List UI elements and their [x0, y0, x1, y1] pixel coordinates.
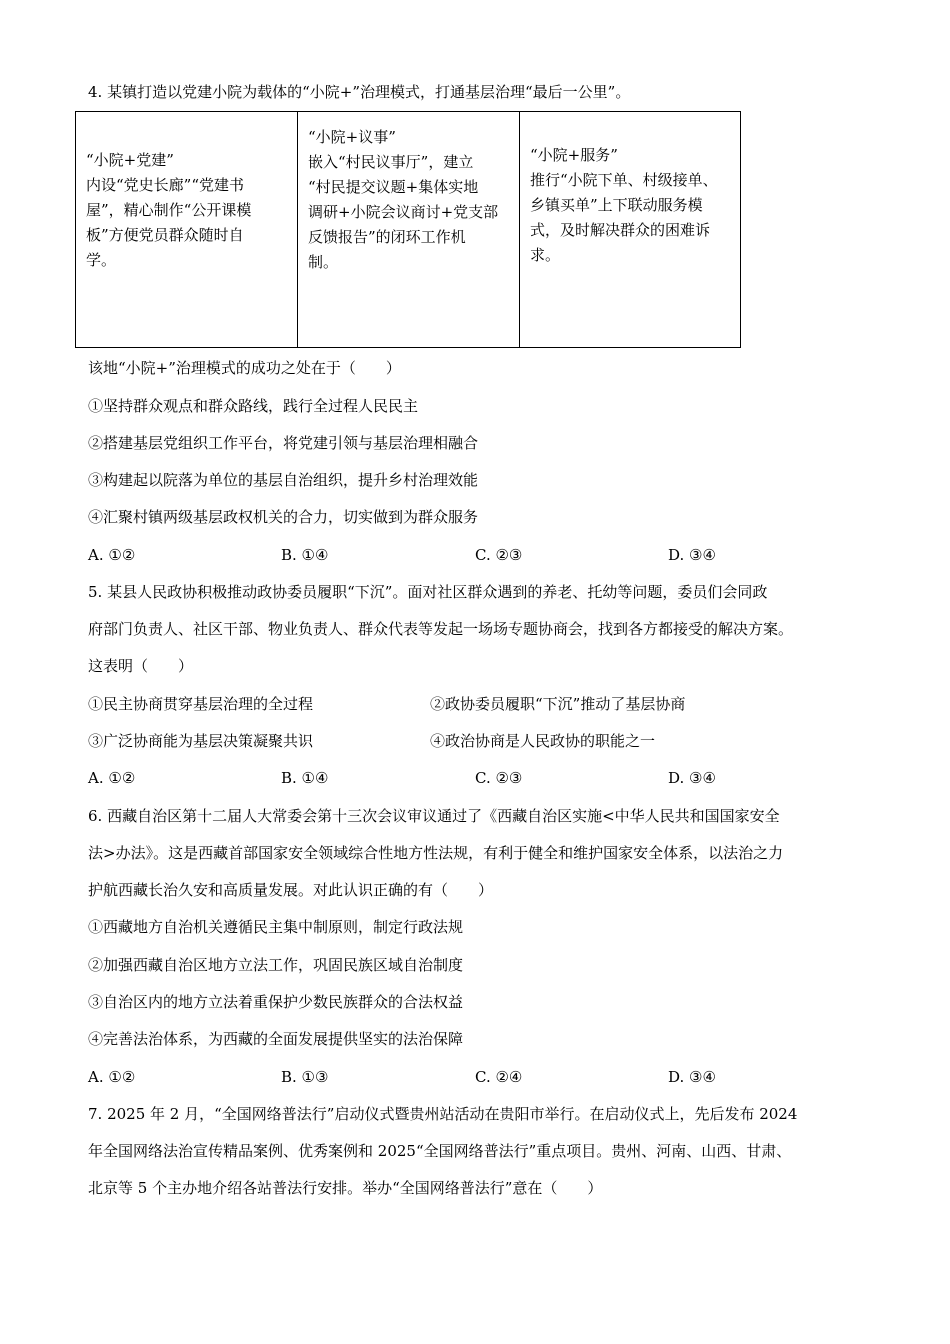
cell-text: 调研+小院会议商讨+党支部: [308, 203, 499, 221]
q6-stem-line-3: 护航西藏长治久安和高质量发展。对此认识正确的有（ ）: [88, 881, 494, 899]
q5-item-4: ④政治协商是人民政协的职能之一: [430, 732, 656, 750]
q6-item-4: ④完善法治体系，为西藏的全面发展提供坚实的法治保障: [88, 1030, 464, 1048]
cell-text: 求。: [530, 246, 561, 264]
q6-item-3: ③自治区内的地方立法着重保护少数民族群众的合法权益: [88, 993, 464, 1011]
q5-option-c[interactable]: C. ②③: [475, 769, 523, 787]
q4-item-2: ②搭建基层党组织工作平台，将党建引领与基层治理相融合: [88, 434, 479, 452]
q5-stem-line-1: 5. 某县人民政协积极推动政协委员履职“下沉”。面对社区群众遇到的养老、托幼等问题，委员们会同政: [88, 583, 768, 601]
q6-item-1: ①西藏地方自治机关遵循民主集中制原则，制定行政法规: [88, 918, 464, 936]
q6-option-c[interactable]: C. ②④: [475, 1068, 523, 1086]
q5-stem-line-2: 府部门负责人、社区干部、物业负责人、群众代表等发起一场场专题协商会，找到各方都接受的解决方案。: [88, 620, 794, 638]
q4-option-b[interactable]: B. ①④: [281, 546, 329, 564]
q7-stem-line-3: 北京等 5 个主办地介绍各站普法行安排。举办“全国网络普法行”意在（ ）: [88, 1179, 603, 1197]
cell-text: 板”方便党员群众随时自: [86, 226, 244, 244]
cell-text: 推行“小院下单、村级接单、: [530, 171, 718, 189]
cell-text: “村民提交议题+集体实地: [308, 178, 479, 196]
q4-question: 该地“小院+”治理模式的成功之处在于（ ）: [88, 359, 401, 377]
cell-title: “小院+议事”: [308, 128, 396, 146]
q5-stem-line-3: 这表明（ ）: [88, 657, 194, 675]
q4-item-1: ①坚持群众观点和群众路线，践行全过程人民民主: [88, 397, 419, 415]
cell-text: 乡镇买单”上下联动服务模: [530, 196, 703, 214]
q5-option-b[interactable]: B. ①④: [281, 769, 329, 787]
cell-text: 制。: [308, 253, 339, 271]
q6-option-b[interactable]: B. ①③: [281, 1068, 329, 1086]
q5-item-1: ①民主协商贯穿基层治理的全过程: [88, 695, 314, 713]
cell-title: “小院+党建”: [86, 151, 174, 169]
cell-text: 式，及时解决群众的困难诉: [530, 221, 711, 239]
q6-item-2: ②加强西藏自治区地方立法工作，巩固民族区域自治制度: [88, 956, 464, 974]
q6-option-d[interactable]: D. ③④: [668, 1068, 716, 1086]
q4-stem: 4. 某镇打造以党建小院为载体的“小院+”治理模式，打通基层治理“最后一公里”。: [88, 83, 631, 101]
q7-stem-line-1: 7. 2025 年 2 月，“全国网络普法行”启动仪式暨贵州站活动在贵阳市举行。在启动仪式上，先后发布 2024: [88, 1105, 798, 1123]
q4-item-3: ③构建起以院落为单位的基层自治组织，提升乡村治理效能: [88, 471, 479, 489]
cell-title: “小院+服务”: [530, 146, 618, 164]
q5-item-2: ②政协委员履职“下沉”推动了基层协商: [430, 695, 686, 713]
q4-option-a[interactable]: A. ①②: [88, 546, 136, 564]
cell-text: 屋”，精心制作“公开课模: [86, 201, 252, 219]
q4-cell-party-building: [76, 112, 298, 348]
q6-stem-line-1: 6. 西藏自治区第十二届人大常委会第十三次会议审议通过了《西藏自治区实施<中华人民共和国国家安全: [88, 807, 780, 825]
q6-option-a[interactable]: A. ①②: [88, 1068, 136, 1086]
cell-text: 学。: [86, 251, 117, 269]
q5-item-3: ③广泛协商能为基层决策凝聚共识: [88, 732, 314, 750]
q6-stem-line-2: 法>办法》。这是西藏首部国家安全领域综合性地方性法规，有利于健全和维护国家安全体系，以法治之力: [88, 844, 784, 862]
q5-option-a[interactable]: A. ①②: [88, 769, 136, 787]
q4-info-table: [75, 111, 741, 348]
cell-text: 内设“党史长廊”“党建书: [86, 176, 245, 194]
q4-option-d[interactable]: D. ③④: [668, 546, 716, 564]
cell-text: 嵌入“村民议事厅”，建立: [308, 153, 474, 171]
q4-cell-deliberation: [298, 112, 520, 348]
q4-option-c[interactable]: C. ②③: [475, 546, 523, 564]
q7-stem-line-2: 年全国网络法治宣传精品案例、优秀案例和 2025“全国网络普法行”重点项目。贵州、河南、山西、甘肃、: [88, 1142, 792, 1160]
cell-text: 反馈报告”的闭环工作机: [308, 228, 466, 246]
q5-option-d[interactable]: D. ③④: [668, 769, 716, 787]
q4-cell-service: [520, 112, 741, 348]
q4-item-4: ④汇聚村镇两级基层政权机关的合力，切实做到为群众服务: [88, 508, 479, 526]
